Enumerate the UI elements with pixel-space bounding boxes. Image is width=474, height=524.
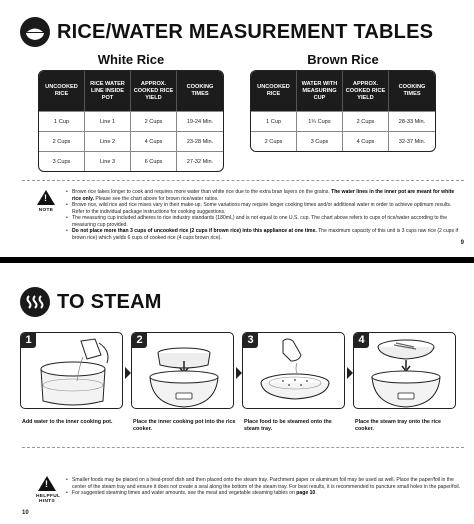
steam-icon: [20, 287, 50, 317]
table-row: [251, 111, 435, 131]
table-row: [39, 151, 223, 171]
table-cell: Line 3: [85, 151, 131, 171]
page-title: TO STEAM: [57, 290, 162, 313]
table-cell: 28-33 Min.: [389, 111, 435, 131]
note-badge: [36, 190, 56, 213]
column-header: UNCOOKED RICE: [251, 71, 297, 111]
table-cell: 4 Cups: [343, 131, 389, 151]
list-item: • Do not place more than 3 cups of uncooked rice (2 cups if brown rice) into this appliance at one time. The maximum capacity of this unit is 3 cups raw rice (2 cups if brown rice) which yields 6 cups of cooked rice (4 cups brown rice).: [66, 228, 462, 241]
table-cell: 2 Cups: [39, 131, 85, 151]
table-cell: 3 Cups: [297, 131, 343, 151]
hints-list: [66, 477, 462, 497]
table-cell: 2 Cups: [131, 111, 177, 131]
manual-page-10: [0, 263, 474, 524]
step-4-panel: [353, 332, 456, 409]
table-cell: 2 Cups: [251, 131, 297, 151]
step-2-panel: [131, 332, 234, 409]
table-row: [39, 111, 223, 131]
rice-bowl-icon: [20, 17, 50, 47]
table-cell: 19-24 Min.: [177, 111, 223, 131]
page-9-header: [20, 17, 433, 47]
column-header: COOKING TIMES: [177, 71, 223, 111]
table-row: [39, 131, 223, 151]
table-cell: 1 Cup: [251, 111, 297, 131]
list-item: • Brown rice, wild rice and rice mixes vary in their make-up. Some variations may require longer cooking times and/or additional water in order to achieve optimum results. Refer to the individual package instructions for cooking suggestions.: [66, 202, 462, 215]
insert-pot-illustration: [132, 333, 234, 409]
white-rice-table: [38, 52, 224, 172]
column-header: WATER WITH MEASURING CUP: [297, 71, 343, 111]
hints-label: HELPFUL HINTS: [36, 494, 61, 504]
step-number: 1: [21, 333, 36, 348]
brown-rice-table: [250, 52, 436, 152]
list-item: • Brown rice takes longer to cook and requires more water than white rice due to the extra bran layers on the grains. The water lines in the inner pot are meant for white rice only. Please see the chart above for brown rice/water ratios.: [66, 189, 462, 202]
list-item: • Smaller foods may be placed on a heat-proof dish and then placed onto the steam tray. Parchment paper or aluminum foil may be used as well. Place the paper/foil in the center of the steam tray and ensure it does not create a seal along the bottom of the steam tray. For best results, it is recommended to puncture small holes in the paper/foil.: [66, 477, 462, 490]
step-1-panel: [20, 332, 123, 409]
list-item: • For suggested steaming times and water amounts, see the meat and vegetable steaming tables on page 10.: [66, 490, 462, 497]
table-cell: 1 Cup: [39, 111, 85, 131]
manual-page-9: [0, 0, 474, 257]
table-cell: 6 Cups: [131, 151, 177, 171]
table-cell: Line 1: [85, 111, 131, 131]
table-cell: 2 Cups: [343, 111, 389, 131]
table-cell: 32-37 Min.: [389, 131, 435, 151]
column-header: RICE WATER LINE INSIDE POT: [85, 71, 131, 111]
table-cell: Line 2: [85, 131, 131, 151]
brown-rice-title: Brown Rice: [307, 52, 379, 67]
step-4-caption: Place the steam tray onto the rice cooker.: [355, 419, 441, 432]
pour-water-illustration: [21, 333, 123, 409]
table-cell: 27-32 Min.: [177, 151, 223, 171]
step-1-caption: Add water to the inner cooking pot.: [22, 419, 113, 425]
table-cell: 4 Cups: [131, 131, 177, 151]
note-label: NOTE: [38, 208, 54, 213]
list-item: • The measuring cup included adheres to rice industry standards (180mL) and is not equal to one U.S. cup. The chart above refers to cups of rice/water according to the measuring cup provided.: [66, 215, 462, 228]
table-cell: 23-28 Min.: [177, 131, 223, 151]
place-food-illustration: [243, 333, 345, 409]
table-row: [251, 131, 435, 151]
notes-list: [66, 189, 462, 241]
page-title: RICE/WATER MEASUREMENT TABLES: [57, 20, 434, 43]
step-3-caption: Place food to be steamed onto the steam tray.: [244, 419, 332, 432]
place-tray-illustration: [354, 333, 456, 409]
column-header: APPROX. COOKED RICE YIELD: [343, 71, 389, 111]
step-number: 3: [243, 333, 258, 348]
column-header: COOKING TIMES: [389, 71, 435, 111]
divider: [22, 180, 464, 181]
step-3-panel: [242, 332, 345, 409]
step-number: 2: [132, 333, 147, 348]
column-header: APPROX. COOKED RICE YIELD: [131, 71, 177, 111]
warning-icon: [37, 190, 55, 205]
step-2-caption: Place the inner cooking pot into the rice cooker.: [133, 419, 236, 432]
warning-icon: [38, 476, 56, 491]
divider: [22, 447, 464, 448]
hints-badge: [36, 476, 61, 504]
table-cell: 1¾ Cups: [297, 111, 343, 131]
page-number: 10: [22, 510, 29, 516]
table-cell: 3 Cups: [39, 151, 85, 171]
step-number: 4: [354, 333, 369, 348]
page-10-header: [20, 287, 162, 317]
white-rice-title: White Rice: [97, 52, 165, 67]
column-header: UNCOOKED RICE: [39, 71, 85, 111]
page-number: 9: [460, 240, 464, 246]
